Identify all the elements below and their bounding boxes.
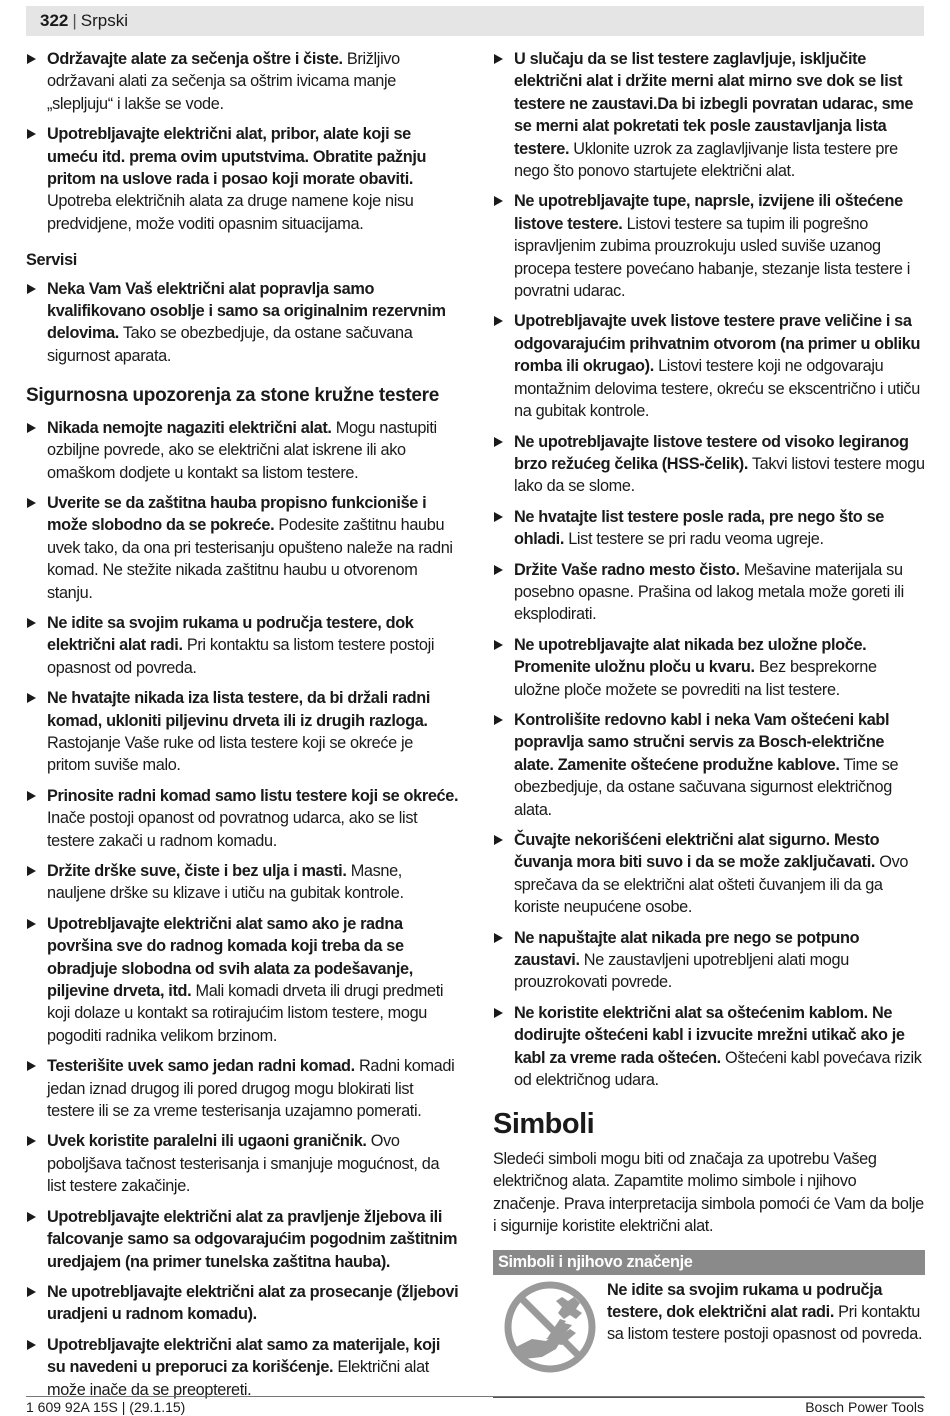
bullet-bold-text: Nikada nemojte nagaziti električni alat. bbox=[47, 418, 332, 437]
bullet-item bbox=[493, 431, 925, 498]
bullet-body-text: Rastojanje Vaše ruke od lista testere koji se okreće je pritom suviše malo. bbox=[47, 733, 413, 775]
bullet-item bbox=[26, 1281, 460, 1326]
bullet-triangle-icon bbox=[27, 693, 36, 703]
bullet-item bbox=[26, 123, 460, 235]
bullet-bold-text: Neka Vam Vaš električni alat popravlja samo kvalifikovano osoblje i samo sa originalnim rezervnim delovima. bbox=[47, 279, 446, 343]
bullet-body-text: List testere se pri radu veoma ugreje. bbox=[564, 530, 824, 549]
bullet-body-text: Masne, nauljene drške su klizave i utiču na gubitak kontrole. bbox=[47, 862, 404, 903]
bullet-bold-text: Upotrebljavajte električni alat samo za materijale, koji su navedeni u preporuci za korišćenje. bbox=[47, 1335, 441, 1377]
bullet-bold-text: Držite Vaše radno mesto čisto. bbox=[514, 560, 740, 579]
left-top-list bbox=[26, 48, 460, 235]
footer-rule bbox=[26, 1396, 924, 1397]
page-number: 322 bbox=[40, 11, 69, 30]
bullet-bold-text: Kontrolišite redovno kabl i neka Vam oštećeni kabl popravlja samo stručni servis za Bosch-električne alate. Zamenite oštećene produžne kablove. bbox=[514, 710, 890, 774]
symbol-description bbox=[607, 1279, 925, 1375]
bullet-item bbox=[26, 278, 460, 368]
bullet-triangle-icon bbox=[27, 1136, 36, 1146]
bullet-triangle-icon bbox=[494, 640, 503, 650]
bullet-item bbox=[26, 612, 460, 679]
symbol-description-text: Pri kontaktu sa listom testere postoji opasnost od povreda. bbox=[607, 1302, 923, 1344]
bullet-bold-text: Upotrebljavajte električni alat samo ako je radna površina sve do radnog komada koji treba da se obradjuje slobodna od svih alata za podešavanje, piljevine drveta, itd. bbox=[47, 914, 413, 1001]
bullet-triangle-icon bbox=[27, 618, 36, 628]
bullet-body-text: Ne zaustavljeni upotrebljeni alati mogu prouzrokovati povrede. bbox=[514, 951, 849, 992]
bullet-triangle-icon bbox=[494, 512, 503, 522]
bullet-item bbox=[493, 634, 925, 701]
header-language: Srpski bbox=[80, 11, 129, 30]
bullet-body-text: Oštećeni kabl povećava rizik od električnog udara. bbox=[514, 1048, 922, 1090]
bullet-body-text: Listovi testere koji ne odgovaraju montažnim delovima testere, okreću se ekscentrično i utiču na gubitak kontrole. bbox=[514, 357, 920, 421]
bullet-triangle-icon bbox=[27, 866, 36, 876]
bullet-bold-text: Upotrebljavajte uvek listove testere prave veličine i sa odgovarajućim prihvatnim otvorom (na primer u obliku romba ili okrugao). bbox=[514, 312, 921, 376]
symbol-table-header: Simboli i njihovo značenje bbox=[493, 1250, 925, 1275]
servisi-list bbox=[26, 278, 460, 368]
bullet-body-text: Listovi testere sa tupim ili pogrešno ispravljenim zubima prouzrokuju usled suviše uzanog procepa testere povećano habanje, stezanje lista testere i povratni udarac. bbox=[514, 214, 911, 301]
bullet-body-text: Mešavine materijala su posebno opasne. Prašina od lakog metala može goreti ili eksplodirati. bbox=[514, 560, 904, 624]
bullet-item bbox=[26, 48, 460, 115]
header-separator: | bbox=[72, 11, 77, 30]
bullet-item bbox=[26, 687, 460, 777]
servisi-heading: Servisi bbox=[26, 251, 77, 270]
bullet-item bbox=[26, 785, 460, 852]
simboli-intro: Sledeći simboli mogu biti od značaja za upotrebu Vašeg električnog alata. Zapamtite molimo simbole i njihovo značenje. Prava interpretacija simbola pomoći će Vam da bolje i sigurnije koristite električni alat. bbox=[493, 1149, 924, 1236]
bullet-triangle-icon bbox=[27, 1287, 36, 1297]
bullet-body-text: Uklonite uzrok za zaglavljivanje lista testere pre nego što ponovo startujete električni alat. bbox=[514, 139, 898, 181]
bullet-triangle-icon bbox=[494, 437, 503, 447]
bullet-body-text: Podesite zaštitnu haubu uvek tako, da ona pri testerisanju opušteno naleže na radni komad. Ne stežite nikada zaštitnu haubu u otvorenom stanju. bbox=[47, 516, 453, 602]
bullet-bold-text: Ne upotrebljavajte električni alat za prosecanje (žljebovi uradjeni u radnom komadu). bbox=[47, 1282, 459, 1324]
bullet-item bbox=[493, 190, 925, 302]
bullet-bold-text: Upotrebljavajte električni alat za pravljenje žljebova ili falcovanje samo sa odgovarajućim pogodnim zaštitnim uredjajem (na primer tunelska zaštitna hauba). bbox=[47, 1207, 458, 1271]
right-column bbox=[493, 48, 925, 1398]
symbol-row bbox=[493, 1279, 925, 1375]
bullet-triangle-icon bbox=[27, 919, 36, 929]
bullet-body-text: Time se obezbedjuje, da ostane sačuvana sigurnost električnog alata. bbox=[514, 755, 899, 819]
bullet-bold-text: Uvek koristite paralelni ili ugaoni graničnik. bbox=[47, 1132, 367, 1151]
bullet-triangle-icon bbox=[27, 1340, 36, 1350]
bullet-item bbox=[26, 1334, 460, 1401]
bullet-item bbox=[26, 1206, 460, 1273]
symbol-description-bold: Ne idite sa svojim rukama u područja testere, dok električni alat radi. bbox=[607, 1280, 883, 1321]
bullet-triangle-icon bbox=[494, 196, 503, 206]
bullet-bold-text: Ne hvatajte nikada iza lista testere, da bi držali radni komad, ukloniti piljevinu drveta ili iz drugih razloga. bbox=[47, 689, 431, 730]
bullet-body-text: Takvi listovi testere mogu lako da se slome. bbox=[514, 454, 925, 496]
bullet-triangle-icon bbox=[494, 835, 503, 845]
bullet-item bbox=[26, 492, 460, 604]
bullet-item bbox=[26, 913, 460, 1047]
bullet-bold-text: Testerišite uvek samo jedan radni komad. bbox=[47, 1057, 355, 1076]
bullet-item bbox=[26, 1130, 460, 1197]
bullet-body-text: Mogu nastupiti ozbiljne povrede, ako se električni alat iskrene ili ako omaškom dodjete u kontakt sa listom testere. bbox=[47, 418, 437, 482]
bullet-triangle-icon bbox=[494, 54, 503, 64]
bullet-body-text: Mali komadi drveta ili drugi predmeti koji dolaze u kontakt sa rotirajućim listom testere, mogu pogoditi radnika velikom brzinom. bbox=[47, 982, 444, 1045]
safety-warnings-list bbox=[26, 417, 460, 1401]
bullet-bold-text: Ne upotrebljavajte tupe, naprsle, izvijene ili oštećene listove testere. bbox=[514, 192, 903, 233]
bullet-body-text: Tako se obezbedjuje, da ostane sačuvana sigurnost aparata. bbox=[47, 324, 413, 365]
bullet-item bbox=[26, 860, 460, 905]
bullet-item bbox=[493, 559, 925, 626]
bullet-body-text: Bez besprekorne uložne ploče možete se povrediti na list testere. bbox=[514, 658, 877, 699]
bullet-item bbox=[26, 1055, 460, 1122]
bullet-triangle-icon bbox=[494, 565, 503, 575]
bullet-triangle-icon bbox=[27, 284, 36, 294]
bullet-item bbox=[26, 417, 460, 484]
footer-brand: Bosch Power Tools bbox=[805, 1399, 924, 1415]
bullet-triangle-icon bbox=[27, 498, 36, 508]
bullet-triangle-icon bbox=[27, 1061, 36, 1071]
bullet-item bbox=[493, 506, 925, 551]
bullet-triangle-icon bbox=[494, 933, 503, 943]
simboli-title: Simboli bbox=[493, 1108, 595, 1141]
footer-doc-id: 1 609 92A 15S | (29.1.15) bbox=[26, 1399, 186, 1415]
bullet-body-text: Brižljivo održavani alati za sečenja sa oštrim ivicama manje „slepljuju“ i lakše se vode. bbox=[47, 50, 400, 113]
section-title: Sigurnosna upozorenja za stone kružne testere bbox=[26, 385, 440, 407]
bullet-body-text: Pri kontaktu sa listom testere postoji opasnost od povreda. bbox=[47, 636, 435, 677]
bullet-bold-text: Ne koristite električni alat sa oštećenim kablom. Ne dodirujte oštećeni kabl i izvucite mrežni utikač ako je kabl za vreme rada oštećen. bbox=[514, 1003, 905, 1067]
bullet-bold-text: U slučaju da se list testere zaglavljuje, isključite električni alat i držite merni alat mirno sve dok se list testere ne zaustavi.Da bi izbegli povratan udarac, sme se merni alat pokretati tek posle zaustavljanja lista testere. bbox=[514, 50, 914, 158]
bullet-bold-text: Ne napuštajte alat nikada pre nego se potpuno zaustavi. bbox=[514, 928, 860, 970]
bullet-item bbox=[493, 310, 925, 422]
bullet-triangle-icon bbox=[27, 54, 36, 64]
bullet-triangle-icon bbox=[27, 1212, 36, 1222]
bullet-bold-text: Ne idite sa svojim rukama u područja testere, dok električni alat radi. bbox=[47, 613, 414, 655]
bullet-bold-text: Ne hvatajte list testere posle rada, pre nego što se ohladi. bbox=[514, 507, 884, 549]
bullet-triangle-icon bbox=[494, 316, 503, 326]
bullet-item bbox=[493, 927, 925, 994]
bullet-bold-text: Ne upotrebljavajte alat nikada bez uložne ploče. Promenite uložnu ploču u kvaru. bbox=[514, 635, 867, 677]
bullet-body-text: Inače postoji opanost od povratnog udarca, ako se list testere zakači u radnom komadu. bbox=[47, 809, 418, 850]
bullet-body-text: Ovo sprečava da se električni alat ošteti čuvanjem ili da ga koriste neupućene osobe. bbox=[514, 853, 909, 917]
bullet-bold-text: Upotrebljavajte električni alat, pribor, alate koji se umeću itd. prema ovim uputstvima. Obratite pažnju pritom na uslove rada i posao koji morate obaviti. bbox=[47, 125, 427, 189]
bullet-item bbox=[493, 829, 925, 919]
bullet-body-text: Ovo poboljšava tačnost testerisanja i smanjuje mogućnost, da list testere zakačinje. bbox=[47, 1132, 440, 1196]
left-column bbox=[26, 48, 460, 1409]
bullet-item bbox=[493, 1002, 925, 1092]
bullet-item bbox=[493, 709, 925, 821]
bullet-bold-text: Uverite se da zaštitna hauba propisno funkcioniše i može slobodno da se pokreće. bbox=[47, 493, 427, 535]
bullet-bold-text: Održavajte alate za sečenja oštre i čiste. bbox=[47, 50, 343, 68]
bullet-triangle-icon bbox=[27, 129, 36, 139]
bullet-bold-text: Prinosite radni komad samo listu testere koji se okreće. bbox=[47, 786, 459, 805]
bullet-triangle-icon bbox=[494, 715, 503, 725]
bullet-bold-text: Ne upotrebljavajte listove testere od visoko legiranog brzo režućeg čelika (HSS-čelik). bbox=[514, 432, 909, 473]
bullet-bold-text: Čuvajte nekorišćeni električni alat sigurno. Mesto čuvanja mora biti suvo i da se može zaključavati. bbox=[514, 831, 880, 872]
bullet-triangle-icon bbox=[494, 1008, 503, 1018]
bullet-bold-text: Držite drške suve, čiste i bez ulja i masti. bbox=[47, 862, 347, 880]
page-header bbox=[26, 6, 924, 36]
bullet-body-text: Električni alat može inače da se preoptereti. bbox=[47, 1358, 429, 1399]
bullet-item bbox=[493, 48, 925, 182]
bullet-triangle-icon bbox=[27, 423, 36, 433]
bullet-triangle-icon bbox=[27, 791, 36, 801]
no-hand-near-blade-icon bbox=[493, 1279, 607, 1375]
right-warnings-list bbox=[493, 48, 925, 1091]
bullet-body-text: Upotreba električnih alata za druge namene koje nisu predvidjene, može voditi opasnim situacijama. bbox=[47, 192, 414, 233]
bullet-body-text: Radni komadi jedan iznad drugog ili pored drugog mogu blokirati list testere ili se za vreme testerisanja uzajamno pomerati. bbox=[47, 1057, 455, 1121]
